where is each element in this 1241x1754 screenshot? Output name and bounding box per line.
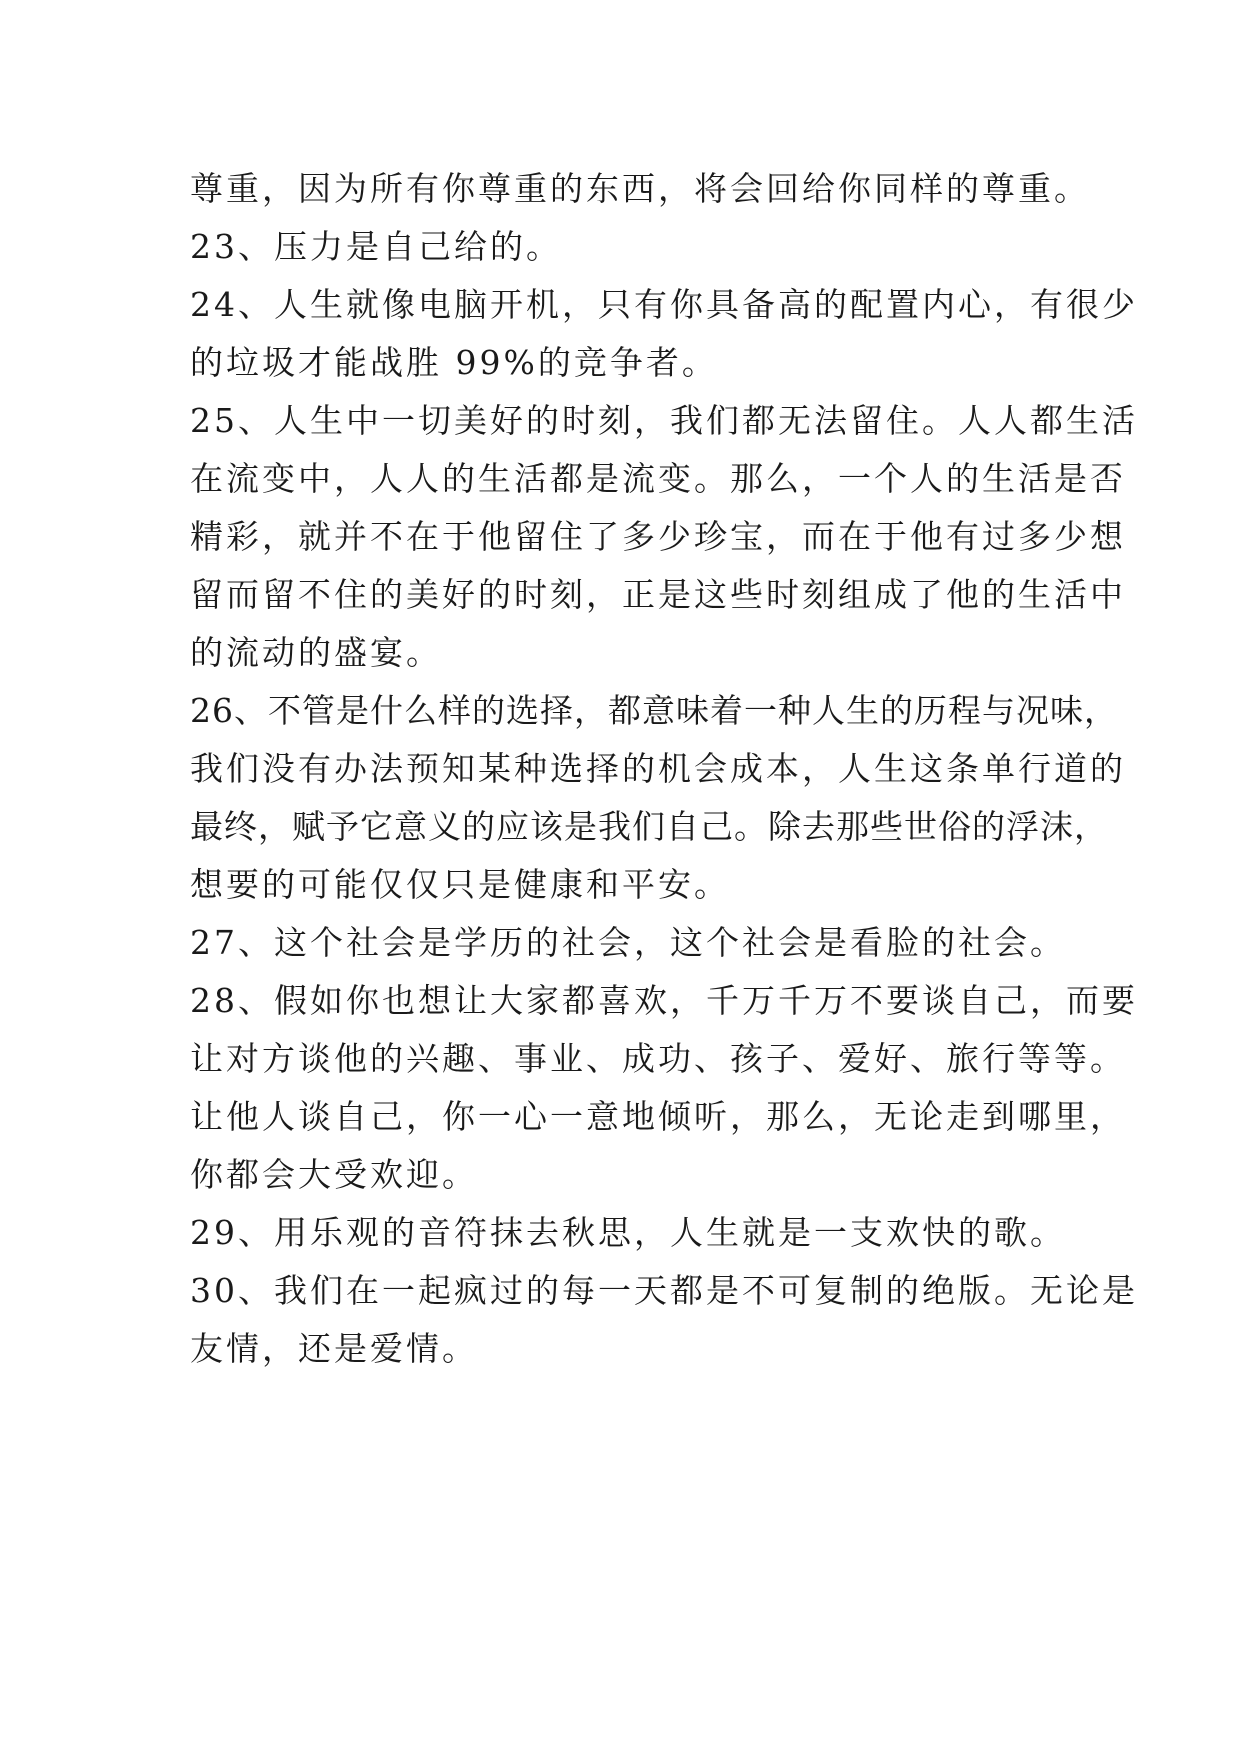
text-line: 23、压力是自己给的。: [190, 227, 562, 266]
text-line: 尊重，因为所有你尊重的东西，将会回给你同样的尊重。: [190, 169, 1090, 208]
text-line: 精彩，就并不在于他留住了多少珍宝，而在于他有过多少想: [190, 517, 1126, 556]
text-line: 我们没有办法预知某种选择的机会成本，人生这条单行道的: [190, 749, 1126, 788]
text-line: 最终，赋予它意义的应该是我们自己。除去那些世俗的浮沫，: [190, 807, 1108, 846]
document-body: [190, 160, 1138, 1378]
text-line: 28、假如你也想让大家都喜欢，千万千万不要谈自己，而要: [190, 981, 1138, 1020]
text-line: 让他人谈自己，你一心一意地倾听，那么，无论走到哪里，: [190, 1097, 1126, 1136]
text-line: 留而留不住的美好的时刻，正是这些时刻组成了他的生活中: [190, 575, 1126, 614]
text-line: 你都会大受欢迎。: [190, 1155, 478, 1194]
text-line: 友情，还是爱情。: [190, 1329, 478, 1368]
text-line: 在流变中，人人的生活都是流变。那么，一个人的生活是否: [190, 459, 1126, 498]
text-line: 的流动的盛宴。: [190, 633, 442, 672]
text-line: 27、这个社会是学历的社会，这个社会是看脸的社会。: [190, 923, 1066, 962]
text-line: 让对方谈他的兴趣、事业、成功、孩子、爱好、旅行等等。: [190, 1039, 1126, 1078]
text-line: 25、人生中一切美好的时刻，我们都无法留住。人人都生活: [190, 401, 1138, 440]
text-line: 的垃圾才能战胜 99%的竞争者。: [190, 343, 718, 382]
text-line: 29、用乐观的音符抹去秋思，人生就是一支欢快的歌。: [190, 1213, 1066, 1252]
text-line: 24、人生就像电脑开机，只有你具备高的配置内心，有很少: [190, 285, 1138, 324]
text-line: 26、不管是什么样的选择，都意味着一种人生的历程与况味，: [190, 691, 1118, 730]
text-line: 想要的可能仅仅只是健康和平安。: [190, 865, 730, 904]
text-line: 30、我们在一起疯过的每一天都是不可复制的绝版。无论是: [190, 1271, 1138, 1310]
